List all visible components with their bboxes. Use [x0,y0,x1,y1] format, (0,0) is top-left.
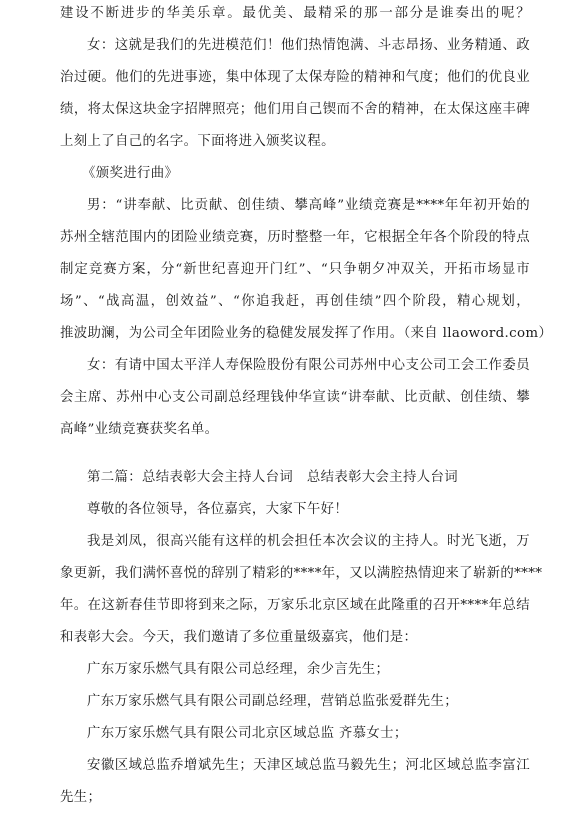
female-host-line: 女：这就是我们的先进模范们！他们热情饱满、斗志昂扬、业务精通、政 [87,38,530,53]
male-host-line: 制定竞赛方案，分“新世纪喜迎开门红”、“只争朝夕冲双关，开拓市场显市 [60,262,530,277]
female-host-line: 上刻上了自己的名字。下面将进入颁奖议程。 [60,134,335,149]
female-host-line: 会主席、苏州中心支公司副总经理钱仲华宣读“讲奉献、比贡献、创佳绩、攀 [60,390,530,405]
male-host-line: 男：“讲奉献、比贡献、创佳绩、攀高峰”业绩竞赛是****年年初开始的 [87,198,530,213]
intro-line: 和表彰大会。今天，我们邀请了多位重量级嘉宾，他们是： [60,630,418,645]
intro-line: 年。在这新春佳节即将到来之际，万家乐北京区域在此隆重的召开****年总结 [60,598,530,613]
section-heading: 第二篇：总结表彰大会主持人台词 总结表彰大会主持人台词 [87,470,458,485]
guest-line: 安徽区域总监乔增斌先生；天津区域总监马毅先生；河北区域总监李富江 [87,758,530,773]
guest-line: 广东万家乐燃气具有限公司北京区域总监 齐慕女士； [87,726,408,741]
intro-line: 象更新，我们满怀喜悦的辞别了精彩的****年，又以满腔热情迎来了崭新的**** [60,566,543,581]
paragraph-continuation: 建设不断进步的华美乐章。最优美、最精采的那一部分是谁奏出的呢？ [60,6,530,21]
female-host-line: 治过硬。他们的先进事迹，集中体现了太保寿险的精神和气度；他们的优良业 [60,70,530,85]
male-host-line: 推波助澜，为公司全年团险业务的稳健发展发挥了作用。（来自 llaoword.com） [60,326,553,341]
music-cue: 《颁奖进行曲》 [82,166,179,181]
guest-line: 广东万家乐燃气具有限公司总经理，余少言先生； [87,662,390,677]
greeting-line: 尊敬的各位领导，各位嘉宾，大家下午好！ [87,502,349,517]
female-host-line: 高峰”业绩竞赛获奖名单。 [60,422,219,437]
guest-line: 先生； [60,790,102,805]
male-host-line: 苏州全辖范围内的团险业绩竞赛，历时整整一年，它根据全年各个阶段的特点 [60,230,530,245]
female-host-line: 女：有请中国太平洋人寿保险股份有限公司苏州中心支公司工会工作委员 [87,358,530,373]
guest-line: 广东万家乐燃气具有限公司副总经理，营销总监张爱群先生； [87,694,458,709]
male-host-line: 场”、“战高温，创效益”、“你追我赶，再创佳绩”四个阶段，精心规划， [60,294,530,309]
female-host-line: 绩，将太保这块金字招牌照亮；他们用自己锲而不舍的精神，在太保这座丰碑 [60,102,530,117]
intro-line: 我是刘凤，很高兴能有这样的机会担任本次会议的主持人。时光飞逝，万 [87,534,530,549]
